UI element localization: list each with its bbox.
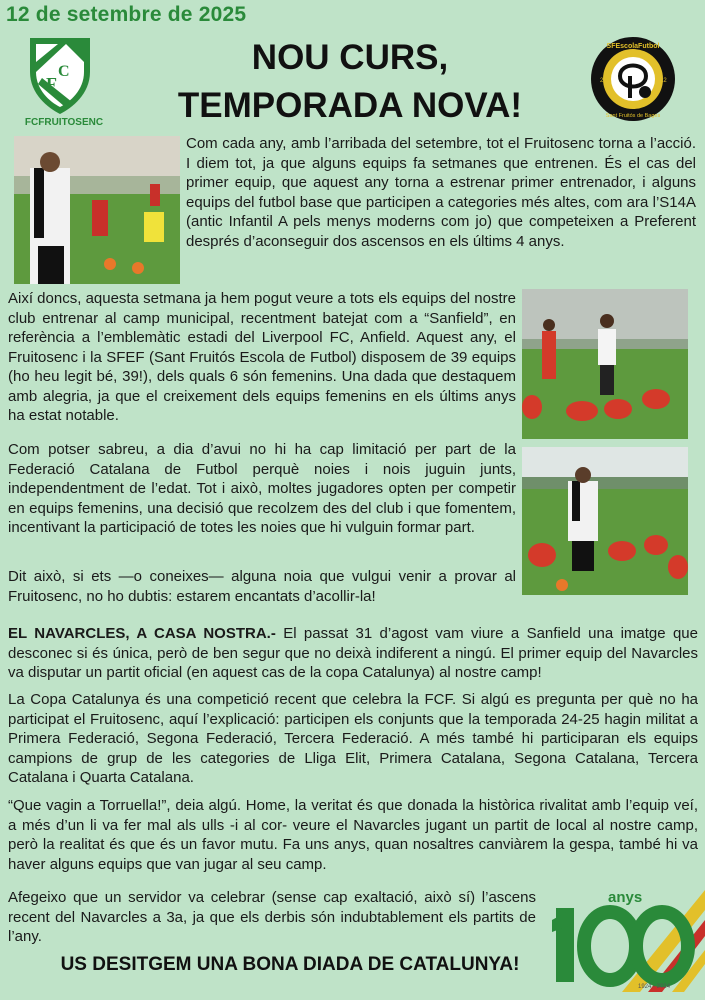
training-photo-3 <box>522 447 688 595</box>
section-heading-navarcles: EL NAVARCLES, A CASA NOSTRA.- <box>8 625 276 642</box>
headline-line-2: TEMPORADA NOVA! <box>177 86 523 125</box>
issue-date: 12 de setembre de 2025 <box>6 3 247 26</box>
article-paragraph-7: “Que vagin a Torruella!”, deia algú. Home, la veritat és que donada la històrica rivalitat amb l’equip veí, a més d’un li va fer mal als ulls -i al cor- veure el Navarcles jugant un partit de local al nostre camp, però la realitat és que és un favor mutu. Fa uns anys, quan nosaltres canviàrem la gespa, també hi va haver alguns equips que van jugar al seu camp. <box>8 797 698 873</box>
article-paragraph-2: Així doncs, aquesta setmana ja hem pogut veure a tots els equips del nostre club entrenar al camp municipal, recentment batejat com a “Sanfield”, en referència a l’emblemàtic estadi del Liverpool FC, Anfield. Aquest any, el Fruitosenc i la SFEF (Sant Fruitós Escola de Futbol) disposem de 39 equips (ho heu legit bé, 39!), dels quals 6 són femenins. Una dada que destaquem amb alegria, ja que el creixement dels equips femenins en els últims anys ha estat notable. <box>8 290 516 424</box>
badge-left-number: 20 <box>600 78 607 84</box>
svg-text:C: C <box>58 63 70 80</box>
article-paragraph-5-text: El passat 31 d’agost vam viure a Sanfield una imatge que desconec si és única, però de ben segur que no deixà indiferent a ningú. El primer equip del Navarcles va disputar un partit oficial (en aquest cas de la copa Catalunya) al nostre camp! <box>8 625 698 681</box>
footer-message: US DESITGEM UNA BONA DIADA DE CATALUNYA! <box>60 954 520 975</box>
article-paragraph-1: Com cada any, amb l’arribada del setembre, tot el Fruitosenc torna a l’acció. I diem tot, ja que alguns equips fa setmanes que entrenen. És el cas del primer equip, que aquest any torna a estrenar primer entrenador, i alguns equips del futbol base que participen a categories més altes, com ara l’S14A (antic Infantil A pels menys moderns com jo) que competeixen a Preferent després d’aconseguir dos ascensos en els últims 4 anys. <box>186 135 696 250</box>
article-paragraph-8: Afegeixo que un servidor va celebrar (sense cap exaltació, això sí) l’ascens recent del Navarcles a 3a, ja que els derbis són indubtablement els partits de l’any. <box>8 889 536 945</box>
headline-line-1: NOU CURS, <box>251 38 449 77</box>
badge-bottom-text: Sant Fruitós de Bages <box>605 113 661 119</box>
article-paragraph-4: Dit això, si ets —o coneixes— alguna noia que vulgui venir a provar al Fruitosenc, no ho dubtis: estarem encantats d’acollir-la! <box>8 568 516 605</box>
sfescolafutbol-badge-icon <box>590 36 676 122</box>
badge-top-text: SFEscolaFutbol <box>606 43 660 50</box>
article-paragraph-5 <box>8 624 698 683</box>
anniversary-years: 1924 - 2024 <box>638 984 671 990</box>
page-title <box>120 34 580 130</box>
training-photo-1 <box>14 136 180 284</box>
article-paragraph-3: Com potser sabreu, a dia d’avui no hi ha cap limitació per part de la Federació Catalana de Futbol perquè noies i nois juguin junts, independentment de l’edat. Tot i això, moltes jugadores opten per competir en equips femenins, una decisió que recolzem des del club i que fomentem, incentivant la participació de totes les noies que hi vulguin formar part. <box>8 441 516 536</box>
badge-right-number: 12 <box>660 78 667 84</box>
training-photo-2 <box>522 289 688 439</box>
fc-fruitosenc-crest-icon <box>22 32 98 116</box>
article-paragraph-6: La Copa Catalunya és una competició recent que celebra la FCF. Si algú es pregunta per què no ha participat el Fruitosenc, aquí l’explicació: participen els conjunts que la temporada 24-25 hagin militat a Primera Federació, Segona Federació, Tercera Federació. A més també hi participaran els equips campions de grup de les categories de Lliga Elit, Primera Catalana, Segona Catalana, Tercera Catalana i Quarta Catalana. <box>8 691 698 786</box>
anys-label: anys <box>608 889 643 906</box>
svg-text:F: F <box>46 74 57 94</box>
club-logo-label: FCFRUITOSENC <box>24 117 104 128</box>
